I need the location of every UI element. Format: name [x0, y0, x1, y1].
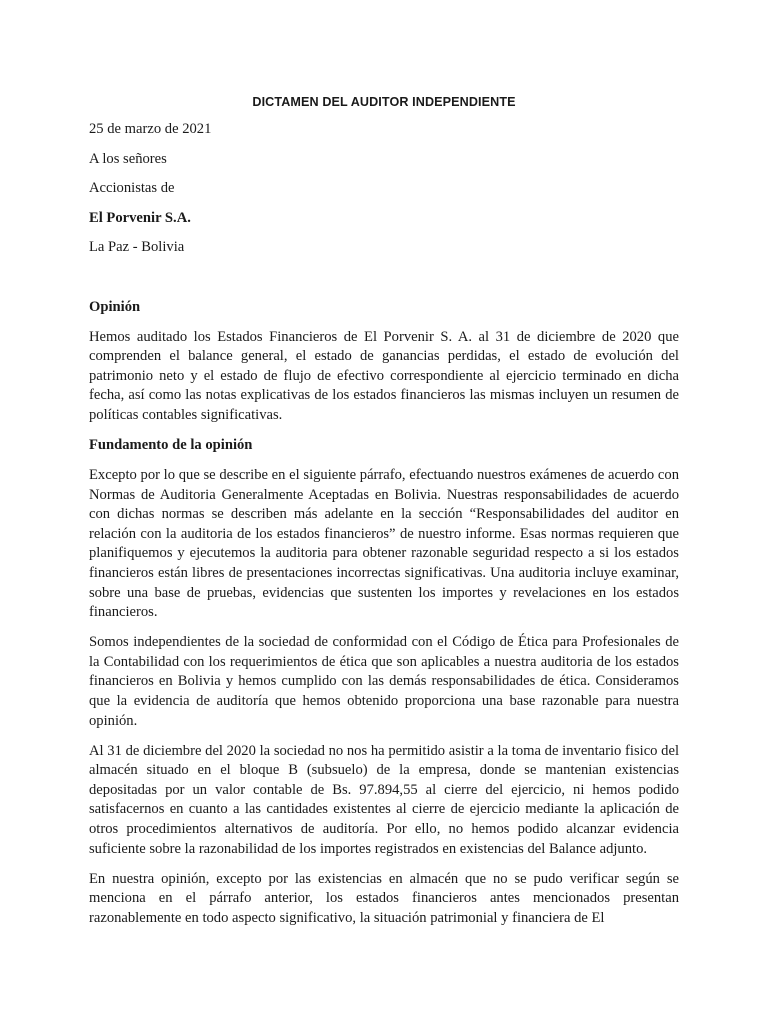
- company-name: El Porvenir S.A.: [89, 209, 191, 226]
- addressee: Accionistas de: [89, 180, 175, 196]
- section-heading-basis: Fundamento de la opinión: [89, 436, 253, 453]
- section-spacer: [89, 268, 679, 298]
- company-location: La Paz - Bolivia: [89, 239, 185, 255]
- basis-paragraph-4: En nuestra opinión, excepto por las existencias en almacén que no se pudo verificar según se menciona en el párrafo anterior, los estados financieros antes mencionados presentan razonablemente en todo aspecto significativo, la situación patrimonial y financiera de El: [89, 870, 679, 926]
- document-title: DICTAMEN DEL AUDITOR INDEPENDIENTE: [252, 95, 516, 109]
- document-body: [89, 92, 679, 939]
- opinion-paragraph: Hemos auditado los Estados Financieros de El Porvenir S. A. al 31 de diciembre de 2020 que comprenden el balance general, el estado de ganancias perdidas, el estado de evolución del patrimonio neto y el estado de flujo de efectivo correspondiente al ejercicio terminado en dicha fecha, así como las notas explicativas de los estados financieros las mismas incluyen un resumen de políticas contables significativas.: [89, 328, 679, 423]
- basis-paragraph-1: Excepto por lo que se describe en el siguiente párrafo, efectuando nuestros exámenes de acuerdo con Normas de Auditoria Generalmente Aceptadas en Bolivia. Nuestras responsabilidades de acuerdo con dichas normas se describen más adelante en la sección “Responsabilidades del auditor en relación con la auditoria de los estados financieros” de nuestro informe. Esas normas requieren que planifiquemos y ejecutemos la auditoria para obtener razonable seguridad respecto a si los estados financieros están libres de presentaciones incorrectas significativas. Una auditoria incluye examinar, sobre una base de pruebas, evidencias que sustenten los importes y revelaciones en los estados financieros.: [89, 466, 679, 621]
- report-date: 25 de marzo de 2021: [89, 121, 212, 137]
- salutation: A los señores: [89, 150, 167, 167]
- basis-paragraph-3: Al 31 de diciembre del 2020 la sociedad no nos ha permitido asistir a la toma de inventario fisico del almacén situado en el bloque B (subsuelo) de la empresa, donde se mantenian existencias depositadas por un valor contable de Bs. 97.894,55 al cierre del ejercicio, ni hemos podido satisfacernos en cuanto a las cantidades existentes al cierre de ejercicio mediante la aplicación de otros procedimientos alternativos de auditoría. Por ello, no hemos podido alcanzar evidencia suficiente sobre la razonabilidad de los importes registrados en existencias del Balance adjunto.: [89, 742, 679, 857]
- section-heading-opinion: Opinión: [89, 298, 141, 315]
- basis-paragraph-2: Somos independientes de la sociedad de conformidad con el Código de Ética para Profesionales de la Contabilidad con los requerimientos de ética que son aplicables a nuestra auditoria de los estados financieros en Bolivia y hemos cumplido con las demás responsabilidades de ética. Consideramos que la evidencia de auditoría que hemos obtenido proporciona una base razonable para nuestra opinión.: [89, 634, 679, 729]
